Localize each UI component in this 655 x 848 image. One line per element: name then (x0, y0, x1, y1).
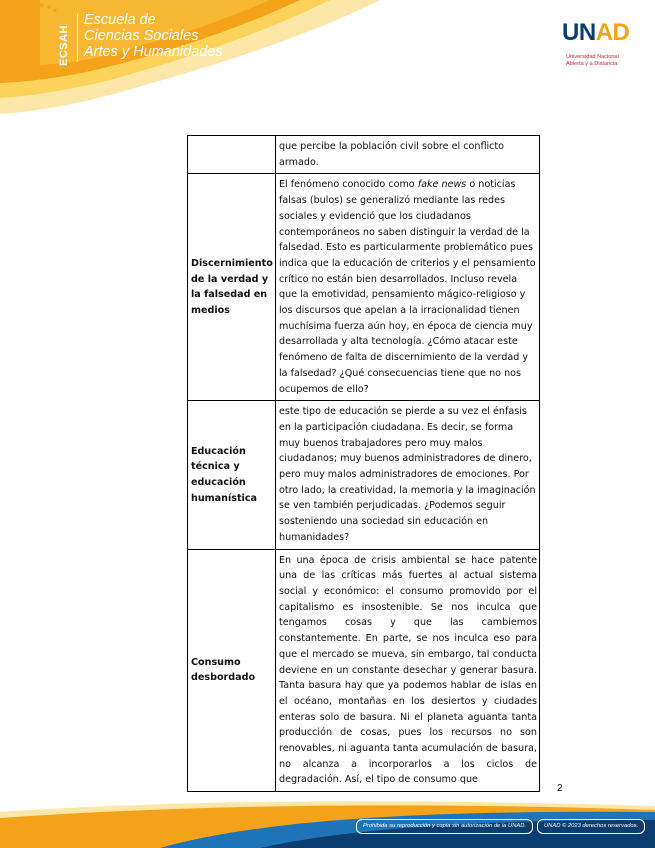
content-table (187, 135, 540, 792)
table-row (188, 136, 540, 174)
table-row (188, 549, 540, 792)
unad-logo-wordmark (562, 20, 638, 46)
table-row (188, 401, 540, 549)
row-content: En una época de crisis ambiental se hace patente una de las críticas más fuertes al actual sistema social y económico: el consumo promovido por el capitalismo es insostenible. Se nos inculca que tengamos cosas y que las cambiemos constantemente. En parte, se nos inculca eso para que el mercado se mueva, sin embargo, tal conducta deviene en un constante desechar y generar basura. Tanta basura hay que ya podemos hablar de islas en el océano, montañas en los desiertos y ciudades enteras solo de basura. Ni el planeta aguanta tanta producción de cosas, pues los recursos no son renovables, ni aguanta tanta acumulación de basura, no alcanza a incorporarlos a los ciclos de degradación. Así, el tipo de consumo que (276, 549, 540, 792)
unad-logo-n: N (578, 19, 596, 46)
unad-subtitle-line-1: Universidad Nacional (566, 54, 619, 60)
ecsah-vertical-tag: ECSAH (58, 24, 70, 66)
unad-logo-ad: AD (595, 19, 630, 46)
unad-logo-u: U (562, 19, 579, 46)
row-label: Consumo desbordado (188, 549, 276, 792)
page-header (0, 0, 655, 120)
row-label (188, 136, 276, 174)
footer-rights-notice: UNAD © 2023 derechos reservados. (537, 819, 645, 834)
table-row (188, 174, 540, 401)
row-content: este tipo de educación se pierde a su vez el énfasis en la participación ciudadana. Es decir, se forma muy buenos trabajadores pero muy malos ciudadanos; muy buenos administradores de dinero, pero muy malos administradores de emociones. Por otro lado, la creatividad, la memoria y la imaginación se ven también perjudicadas. ¿Podemos seguir sosteniendo una sociedad sin educación en humanidades? (276, 401, 540, 549)
unad-logo-icon (0, 0, 76, 62)
row-content (276, 174, 540, 401)
row-label: Discernimiento de la verdad y la falsedad en medios (188, 174, 276, 401)
school-name-line-1: Escuela de (84, 12, 156, 28)
row-content-post: o noticias falsas (bulos) se generalizó mediante las redes sociales y evidenció que los ciudadanos contemporáneos no saben distinguir la verdad de la falsedad. Esto es particularmente problemático pues indica que la educación de criterios y el pensamiento crítico no están bien desarrollados. Incluso revela que la emotividad, pensamiento mágico-religioso y los discursos que apelan a la irracionalidad tienen muchísima fuerza aún hoy, en época de ciencia muy desarrollada y alta tecnología. ¿Cómo atacar este fenómeno de falta de discernimiento de la verdad y la falsedad? ¿Qué consecuencias tiene que no nos ocupemos de ello? (279, 179, 536, 395)
row-label: Educación técnica y educación humanística (188, 401, 276, 549)
school-divider (77, 14, 78, 62)
row-content: que percibe la población civil sobre el conflicto armado. (276, 136, 540, 174)
page-number: 2 (557, 783, 563, 794)
school-name-line-2: Ciencias Sociales (84, 28, 199, 44)
school-name-line-3: Artes y Humanidades (84, 44, 223, 60)
school-name (84, 12, 223, 60)
unad-logo-subtitle (566, 54, 640, 67)
unad-subtitle-line-2: Abierta y a Distancia (566, 60, 618, 67)
row-content-pre: El fenómeno conocido como (279, 179, 418, 191)
footer-copyright-notice: Prohibida su reproducción y copia sin autorización de la UNAD. (356, 819, 533, 834)
row-content-emphasis: fake news (417, 179, 467, 191)
